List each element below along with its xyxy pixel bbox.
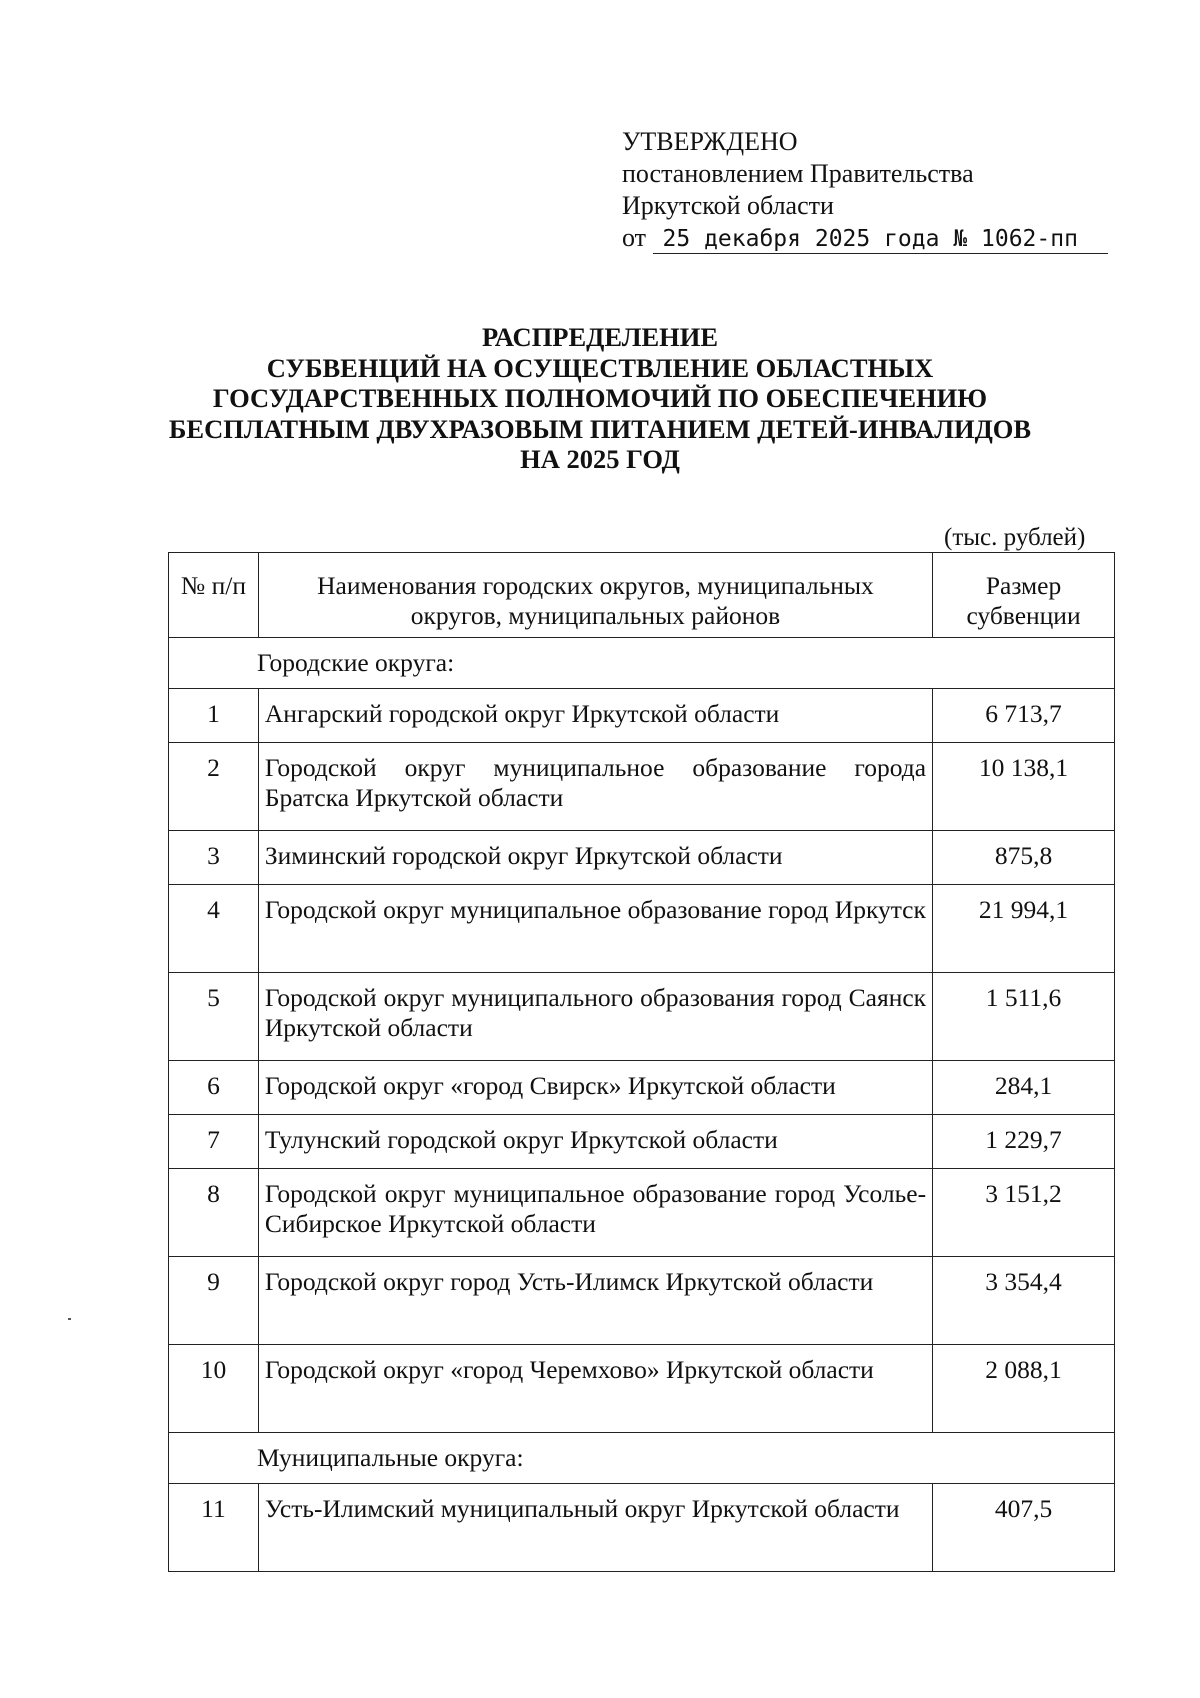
title-line-5: НА 2025 ГОД — [520, 444, 680, 474]
row-name: Тулунский городской округ Иркутской области — [258, 1115, 932, 1169]
row-name: Городской округ «город Свирск» Иркутской области — [258, 1061, 932, 1115]
row-number: 5 — [169, 973, 259, 1061]
approval-date-prefix: от — [622, 223, 647, 252]
row-number: 1 — [169, 689, 259, 743]
scan-speck — [68, 1318, 71, 1320]
section-row-municipal — [169, 1433, 1115, 1484]
approval-stamp — [622, 126, 1122, 254]
row-name: Городской округ муниципальное образование города Братска Иркутской области — [258, 743, 932, 831]
table-row — [169, 973, 1115, 1061]
row-amount: 6 713,7 — [933, 689, 1115, 743]
table-row — [169, 1257, 1115, 1345]
table-row — [169, 1169, 1115, 1257]
header-amount: Размер субвенции — [933, 553, 1115, 638]
header-name: Наименования городских округов, муниципальных округов, муниципальных районов — [258, 553, 932, 638]
row-amount: 3 151,2 — [933, 1169, 1115, 1257]
row-name: Городской округ муниципального образования город Саянск Иркутской области — [258, 973, 932, 1061]
row-number: 11 — [169, 1484, 259, 1572]
row-number: 8 — [169, 1169, 259, 1257]
row-name: Зиминский городской округ Иркутской области — [258, 831, 932, 885]
approval-date-line — [622, 222, 1122, 254]
table-row — [169, 1115, 1115, 1169]
row-amount: 407,5 — [933, 1484, 1115, 1572]
row-amount: 2 088,1 — [933, 1345, 1115, 1433]
approval-date-value: 25 декабря 2025 года № 1062-пп — [653, 225, 1108, 254]
approval-heading: УТВЕРЖДЕНО — [622, 127, 798, 156]
row-number: 4 — [169, 885, 259, 973]
row-amount: 10 138,1 — [933, 743, 1115, 831]
title-line-3: ГОСУДАРСТВЕННЫХ ПОЛНОМОЧИЙ ПО ОБЕСПЕЧЕНИЮ — [212, 383, 988, 413]
table-row — [169, 831, 1115, 885]
row-amount: 875,8 — [933, 831, 1115, 885]
table-row — [169, 743, 1115, 831]
table-row — [169, 689, 1115, 743]
row-number: 9 — [169, 1257, 259, 1345]
row-name: Ангарский городской округ Иркутской области — [258, 689, 932, 743]
row-number: 6 — [169, 1061, 259, 1115]
title-line-4: БЕСПЛАТНЫМ ДВУХРАЗОВЫМ ПИТАНИЕМ ДЕТЕЙ-ИНВАЛИДОВ — [168, 413, 1032, 444]
document-title — [150, 322, 1050, 475]
approval-authority: постановлением Правительства — [622, 159, 974, 188]
row-number: 3 — [169, 831, 259, 885]
row-name: Городской округ «город Черемхово» Иркутской области — [258, 1345, 932, 1433]
row-name: Городской округ муниципальное образование город Усолье-Сибирское Иркутской области — [258, 1169, 932, 1257]
row-amount: 284,1 — [933, 1061, 1115, 1115]
row-name: Городской округ муниципальное образование город Иркутск — [258, 885, 932, 973]
approval-region: Иркутской области — [622, 191, 834, 220]
units-note: (тыс. рублей) — [944, 524, 1086, 551]
section-row-urban — [169, 638, 1115, 689]
row-amount: 21 994,1 — [933, 885, 1115, 973]
row-number: 2 — [169, 743, 259, 831]
section-label-urban: Городские округа: — [169, 638, 1115, 689]
row-amount: 1 229,7 — [933, 1115, 1115, 1169]
table-row — [169, 1484, 1115, 1572]
title-line-1: РАСПРЕДЕЛЕНИЕ — [481, 322, 719, 352]
row-number: 7 — [169, 1115, 259, 1169]
table-row — [169, 885, 1115, 973]
table-row — [169, 1345, 1115, 1433]
row-amount: 1 511,6 — [933, 973, 1115, 1061]
distribution-table — [168, 552, 1115, 1572]
section-label-municipal: Муниципальные округа: — [169, 1433, 1115, 1484]
row-name: Городской округ город Усть-Илимск Иркутской области — [258, 1257, 932, 1345]
table-row — [169, 1061, 1115, 1115]
row-name: Усть-Илимский муниципальный округ Иркутской области — [258, 1484, 932, 1572]
row-amount: 3 354,4 — [933, 1257, 1115, 1345]
row-number: 10 — [169, 1345, 259, 1433]
title-line-2: СУБВЕНЦИЙ НА ОСУЩЕСТВЛЕНИЕ ОБЛАСТНЫХ — [266, 352, 934, 383]
table-header-row — [169, 553, 1115, 638]
header-number: № п/п — [169, 553, 259, 638]
